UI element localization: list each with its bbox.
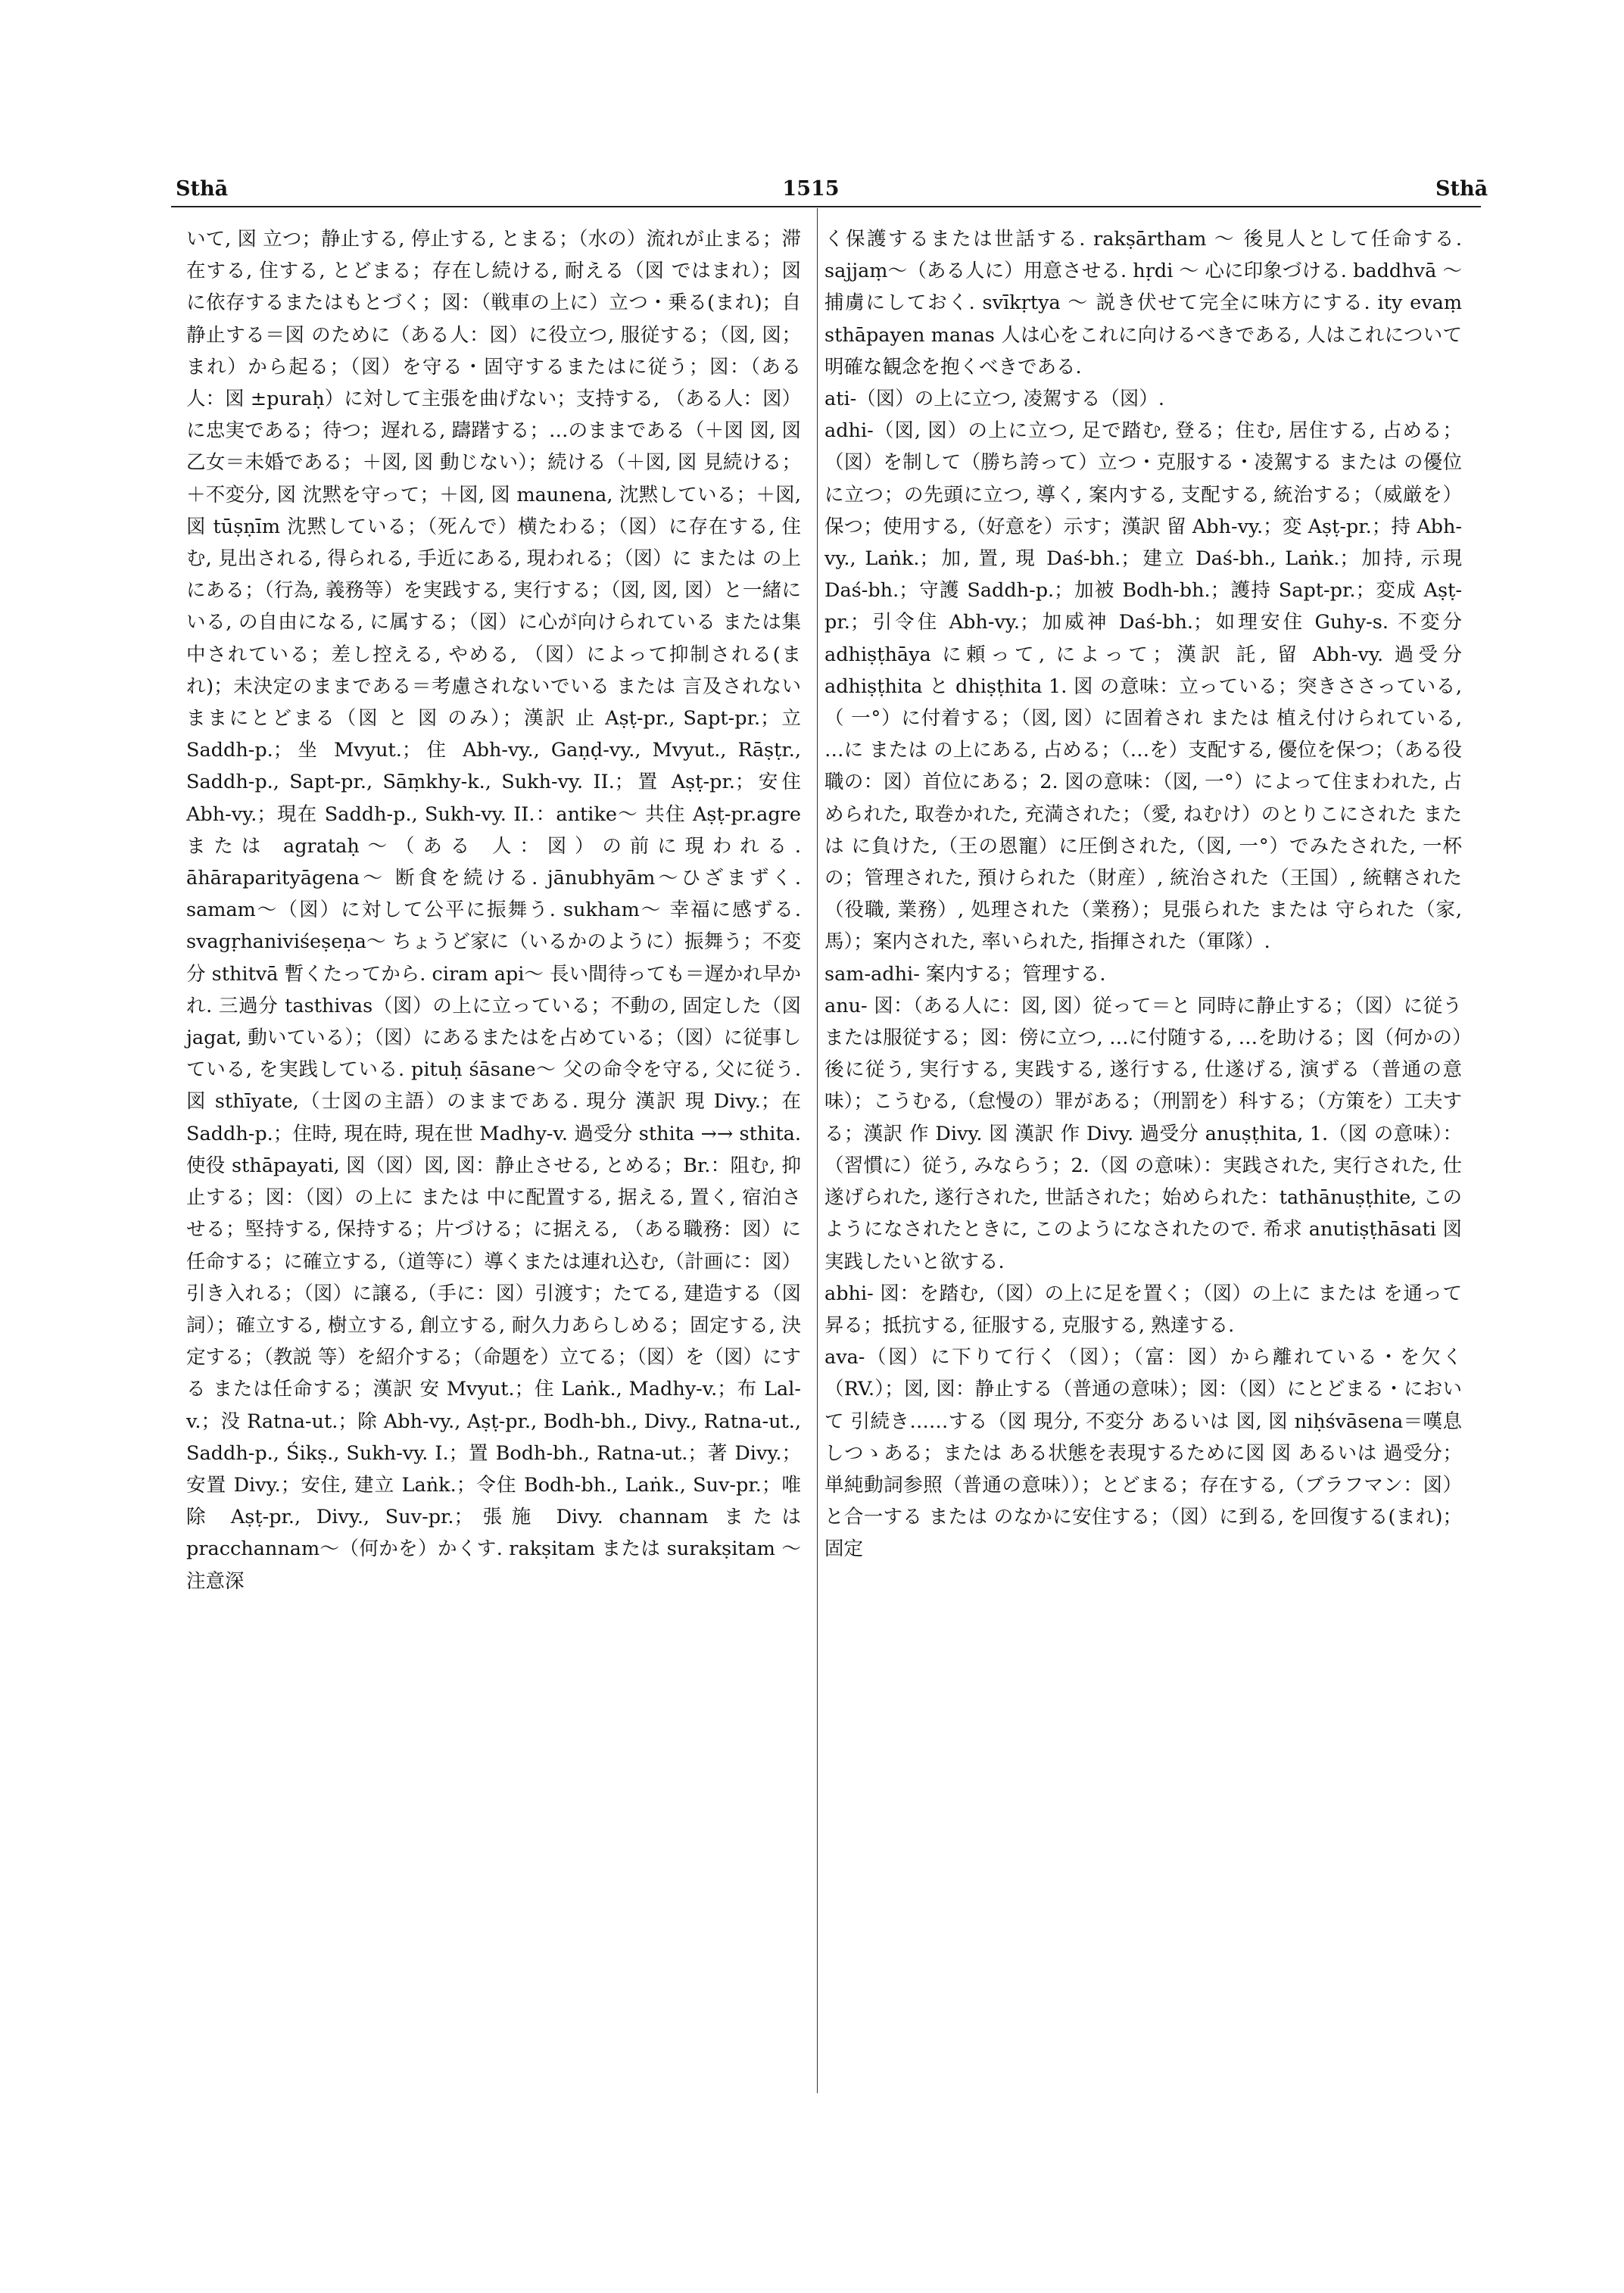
entry-ati: ati-（図）の上に立つ, 凌駕する（図）. <box>824 388 1165 411</box>
column-divider <box>817 208 818 2093</box>
entry-paragraph: いて, 図 立つ；静止する, 停止する, とまる；（水の）流れが止まる；滞在する, 住する, とどまる；存在し続ける, 耐える（図 ではまれ）；図 に依存するまたはもとづく；図：（戦車の上に）立つ・乗る(まれ)；自 静止する＝図 のために（ある人：図）に役立つ, 服従する；（図, 図；まれ）から起る；（図）を守る・固守するまたはに従う；図：（ある人：図 ±puraḥ）に対して主張を曲げない；支持する, （ある人：図）に忠実である；待つ；遅れる, 躊躇する；…のままである（＋図 図, 図 乙女＝未婚である；＋図, 図 動じない）；続ける（＋図, 図 見続ける；＋不変分, 図 沈黙を守って；＋図, 図 maunena, 沈黙している；＋図, 図 tūṣṇīm 沈黙している；（死んで）横たわる；（図）に存在する, 住む, 見出される, 得られる, 手近にある, 現われる；（図）に または の上にある；（行為, 義務等）を実践する, 実行する；（図, 図, 図）と一緒にいる, の自由になる, に属する；（図）に心が向けられている または集中されている；差し控える, やめる, （図）によって抑制される(まれ)；未決定のままである＝考慮されないでいる または 言及されないままにとどまる（図 と 図 のみ）；漢訳 止 Aṣṭ-pr., Sapt-pr.；立 Saddh-p.；坐 Mvyut.；住 Abh-vy., Gaṇḍ-vy., Mvyut., Rāṣṭr., Saddh-p., Sapt-pr., Sāṃkhy-k., Sukh-vy. II.；置 Aṣṭ-pr.；安住 Abh-vy.；現在 Saddh-p., Sukh-vy. II.：antike～ 共住 Aṣṭ-pr.agre または agrataḥ～（ある 人：図）の前に現われる. āhāraparityāgena～ 断食を続ける. jānubhyām～ひざまずく. samam～（図）に対して公平に振舞う. sukham～ 幸福に感ずる. svagṛhaniviśeṣeṇa～ ちょうど家に（いるかのように）振舞う；不変分 sthitvā 暫くたってから. ciram api～ 長い間待っても＝遅かれ早かれ. 三過分 tasthivas（図）の上に立っている；不動の, 固定した（図 jagat, 動いている）；（図）にあるまたはを占めている；（図）に従事している, を実践している. pituḥ śāsane～ 父の命令を守る, 父に従う. 図 sthīyate,（士図の主語）のままである. 現分 漢訳 現 Divy.；在 Saddh-p.；住時, 現在時, 現在世 Madhy-v. 過受分 sthita →→ sthita. 使役 sthāpayati, 図（図）図, 図：静止させる, とめる；Br.：阻む, 抑止する；図：（図）の上に または 中に配置する, 据える, 置く, 宿泊させる；堅持する, 保持する；片づける；に据える, （ある職務：図）に任命する；に確立する,（道等に）導くまたは連れ込む,（計画に：図）引き入れる；（図）に譲る,（手に：図）引渡す；たてる, 建造する（図詞）；確立する, 樹立する, 創立する, 耐久力あらしめる；固定する, 決定する；（教説 等）を紹介する；（命題を）立てる；（図）を（図）にする または任命する；漢訳 安 Mvyut.；住 Laṅk., Madhy-v.；布 Lal-v.；没 Ratna-ut.；除 Abh-vy., Aṣṭ-pr., Bodh-bh., Divy., Ratna-ut., Saddh-p., Śikṣ., Sukh-vy. I.；置 Bodh-bh., Ratna-ut.；著 Divy.；安置 Divy.；安住, 建立 Laṅk.；令住 Bodh-bh., Laṅk., Suv-pr.；唯除 Aṣṭ-pr., Divy., Suv-pr.；張施 Divy. channam または pracchannam～（何かを）かくす. rakṣitam または surakṣitam ～ 注意深 <box>186 228 801 1593</box>
running-head-right: Sthā <box>1435 177 1488 201</box>
entry-sam-adhi: sam-adhi- 案内する；管理する. <box>824 962 1106 986</box>
entry-paragraph: く保護するまたは世話する. rakṣārtham ～ 後見人として任命する. sajjaṃ～（ある人に）用意させる. hṛdi ～ 心に印象づける. baddhvā ～ 捕虜にしておく. svīkṛtya ～ 説き伏せて完全に味方にする. ity evaṃ sthāpayen manas 人は心をこれに向けるべきである, 人はこれについて明確な観念を抱くべきである. <box>824 228 1462 379</box>
right-column <box>824 223 1462 1566</box>
entry-ava: ava-（図）に下りて行く（図）；（富：図）から離れている・を欠く（RV.）；図, 図：静止する（普通の意味）；図：（図）にとどまる・において 引続き……する（図 現分, 不変分 あるいは 図, 図 niḥśvāsena＝嘆息しつゝある；または ある状態を表現するために図 図 あるいは 過受分；単純動詞参照（普通の意味））；とどまる；存在する,（ブラフマン：図）と合一する または のなかに安住する；（図）に到る, を回復する(まれ)；固定 <box>824 1346 1462 1561</box>
entry-abhi: abhi- 図：を踏む,（図）の上に足を置く；（図）の上に または を通って昇る；抵抗する, 征服する, 克服する, 熟達する. <box>824 1282 1462 1337</box>
entry-anu: anu- 図：（ある人に：図, 図）従って＝と 同時に静止する；（図）に従うまたは服従する；図：傍に立つ, …に付随する, …を助ける；図（何かの）後に従う, 実行する, 実践する, 遂行する, 仕遂げる, 演ずる（普通の意味）；こうむる,（怠慢の）罪がある；（刑罰を）科する；（方策を）工夫する；漢訳 作 Divy. 図 漢訳 作 Divy. 過受分 anuṣṭhita, 1.（図 の意味）：（習慣に）従う, みならう；2.（図 の意味）：実践された, 実行された, 仕遂げられた, 遂行された, 世話された；始められた：tathānuṣṭhite, このようになされたときに, このようになされたので. 希求 anutiṣṭhāsati 図 実践したいと欲する. <box>824 994 1462 1273</box>
running-head-left: Sthā <box>176 177 229 201</box>
page-number: 1515 <box>782 177 840 201</box>
entry-adhi: adhi-（図, 図）の上に立つ, 足で踏む, 登る；住む, 居住する, 占める；（図）を制して（勝ち誇って）立つ・克服する・凌駕する または の優位に立つ；の先頭に立つ, 導く, 案内する, 支配する, 統治する；（威厳を）保つ；使用する,（好意を）示す；漢訳 留 Abh-vy.；変 Aṣṭ-pr.；持 Abh-vy., Laṅk.；加, 置, 現 Daś-bh.；建立 Daś-bh., Laṅk.；加持, 示現 Daś-bh.；守護 Saddh-p.；加被 Bodh-bh.；護持 Sapt-pr.；変成 Aṣṭ-pr.；引令住 Abh-vy.；加威神 Daś-bh.；如理安住 Guhy-s. 不変分 adhiṣṭhāya に頼って, によって；漢訳 託, 留 Abh-vy. 過受分 adhiṣṭhita と dhiṣṭhita 1. 図 の意味：立っている；突きささっている,（ 一°）に付着する；（図, 図）に固着され または 植え付けられている, …に または の上にある, 占める；（…を）支配する, 優位を保つ；（ある役職の：図）首位にある；2. 図の意味：（図, 一°）によって住まわれた, 占められた, 取巻かれた, 充満された；（愛, ねむけ）のとりこにされた または に負けた,（王の恩寵）に圧倒された,（図, 一°）でみたされた, 一杯の；管理された, 預けられた（財産）, 統治された（王国）, 統轄された（役職, 業務）, 処理された（業務）；見張られた または 守られた（家, 馬）；案内された, 率いられた, 指揮された（軍隊）. <box>824 419 1462 954</box>
left-column <box>186 223 801 1597</box>
header-rule <box>171 206 1481 207</box>
